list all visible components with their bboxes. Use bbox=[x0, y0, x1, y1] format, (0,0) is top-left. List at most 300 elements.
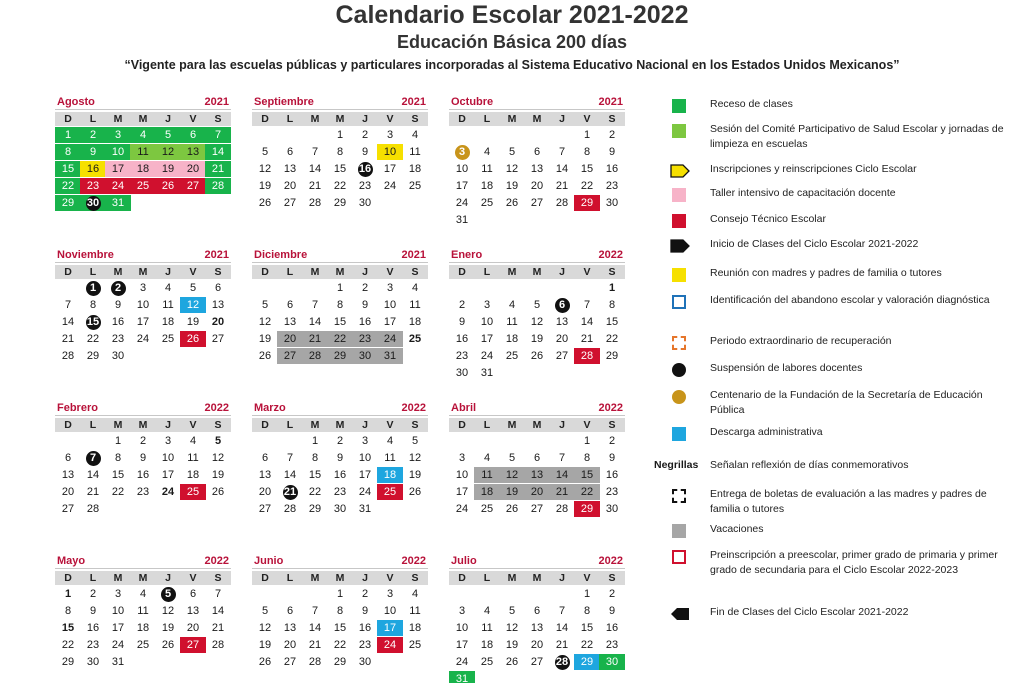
day-cell bbox=[352, 280, 378, 296]
weekday-label: V bbox=[386, 266, 394, 278]
day-cell bbox=[599, 348, 625, 364]
day-cell bbox=[205, 331, 231, 347]
day-cell bbox=[180, 127, 206, 143]
suspension-dot-icon: 2 bbox=[111, 281, 126, 296]
weekday-label: L bbox=[286, 113, 294, 125]
day-cell bbox=[352, 161, 378, 177]
day-number: 23 bbox=[455, 350, 469, 362]
day-number: 15 bbox=[333, 316, 347, 328]
month-year: 2022 bbox=[598, 402, 623, 414]
day-cell bbox=[130, 127, 156, 143]
day-number: 30 bbox=[455, 367, 469, 379]
day-number: 16 bbox=[605, 469, 619, 481]
day-number: 1 bbox=[64, 129, 72, 141]
day-cell bbox=[402, 433, 428, 449]
day-cell bbox=[130, 280, 156, 296]
recess-swatch bbox=[672, 99, 686, 113]
day-cell bbox=[155, 127, 181, 143]
day-number: 19 bbox=[505, 639, 519, 651]
day-cell bbox=[252, 501, 278, 517]
day-number: 17 bbox=[136, 316, 150, 328]
recovery-swatch bbox=[672, 336, 686, 350]
day-number: 20 bbox=[211, 316, 225, 328]
day-cell bbox=[277, 314, 303, 330]
day-cell bbox=[549, 450, 575, 466]
day-number: 24 bbox=[383, 180, 397, 192]
day-cell bbox=[105, 433, 131, 449]
month-enero bbox=[449, 249, 625, 379]
day-number: 22 bbox=[580, 180, 594, 192]
day-number: 11 bbox=[506, 316, 518, 328]
day-cell bbox=[80, 178, 106, 194]
weekday-label: D bbox=[261, 266, 269, 278]
weekday-label: M bbox=[507, 419, 517, 431]
day-number: 30 bbox=[358, 656, 372, 668]
day-number: 9 bbox=[361, 299, 369, 311]
day-number: 24 bbox=[136, 333, 150, 345]
legend-text: Consejo Técnico Escolar bbox=[710, 213, 826, 225]
day-grid bbox=[252, 127, 428, 229]
day-cell bbox=[599, 127, 625, 143]
training-swatch bbox=[672, 188, 686, 202]
day-cell bbox=[449, 671, 475, 683]
day-cell bbox=[277, 195, 303, 211]
day-number: 4 bbox=[189, 435, 197, 447]
weekday-label: D bbox=[458, 266, 466, 278]
day-number: 9 bbox=[89, 605, 97, 617]
day-number: 7 bbox=[558, 605, 566, 617]
day-number: 3 bbox=[386, 282, 394, 294]
day-number: 6 bbox=[533, 605, 541, 617]
day-number: 13 bbox=[530, 469, 544, 481]
day-number: 23 bbox=[358, 639, 372, 651]
day-number: 28 bbox=[555, 197, 569, 209]
day-cell bbox=[402, 280, 428, 296]
day-number: 21 bbox=[555, 486, 569, 498]
day-number: 1 bbox=[608, 282, 616, 294]
day-cell bbox=[130, 450, 156, 466]
day-number: 26 bbox=[530, 350, 544, 362]
weekday-label: M bbox=[335, 419, 345, 431]
day-cell bbox=[252, 603, 278, 619]
day-cell bbox=[377, 637, 403, 653]
day-cell bbox=[205, 178, 231, 194]
day-number: 26 bbox=[161, 180, 175, 192]
day-number: 9 bbox=[458, 316, 466, 328]
month-name: Diciembre bbox=[254, 249, 308, 261]
day-number: 16 bbox=[455, 333, 469, 345]
day-cell bbox=[549, 467, 575, 483]
day-cell bbox=[449, 654, 475, 670]
weekday-label: V bbox=[583, 419, 591, 431]
day-number: 13 bbox=[283, 622, 297, 634]
day-cell bbox=[352, 348, 378, 364]
day-number: 19 bbox=[258, 639, 272, 651]
month-name: Julio bbox=[451, 555, 477, 567]
day-cell bbox=[377, 603, 403, 619]
weekday-label: M bbox=[532, 419, 542, 431]
day-number: 25 bbox=[161, 333, 175, 345]
day-number: 26 bbox=[211, 486, 225, 498]
day-cell bbox=[499, 331, 525, 347]
day-cell bbox=[524, 467, 550, 483]
day-number: 17 bbox=[161, 469, 175, 481]
day-cell bbox=[377, 620, 403, 636]
centenary-dot-icon: 3 bbox=[455, 145, 470, 160]
day-number: 2 bbox=[608, 129, 616, 141]
suspension-dot-icon: 5 bbox=[161, 587, 176, 602]
weekday-label: L bbox=[89, 266, 97, 278]
day-cell bbox=[327, 127, 353, 143]
day-number: 31 bbox=[455, 673, 469, 683]
day-number: 7 bbox=[214, 588, 222, 600]
day-number: 14 bbox=[211, 605, 225, 617]
day-number: 4 bbox=[411, 588, 419, 600]
month-header bbox=[449, 555, 625, 569]
suspension-dot-icon: 21 bbox=[283, 486, 297, 498]
weekday-label: J bbox=[362, 266, 368, 278]
day-grid bbox=[449, 586, 625, 683]
day-cell bbox=[402, 637, 428, 653]
day-number: 20 bbox=[530, 639, 544, 651]
day-cell bbox=[252, 297, 278, 313]
day-cell bbox=[180, 450, 206, 466]
day-number: 22 bbox=[333, 639, 347, 651]
day-number: 16 bbox=[136, 469, 150, 481]
day-number: 30 bbox=[605, 197, 619, 209]
day-number: 25 bbox=[505, 350, 519, 362]
day-number: 24 bbox=[383, 639, 397, 651]
day-number: 19 bbox=[408, 469, 422, 481]
day-cell bbox=[105, 467, 131, 483]
day-cell bbox=[402, 620, 428, 636]
day-number: 16 bbox=[358, 622, 372, 634]
day-number: 1 bbox=[583, 588, 591, 600]
day-number: 10 bbox=[383, 299, 397, 311]
month-year: 2022 bbox=[204, 555, 229, 567]
weekday-label: M bbox=[507, 113, 517, 125]
day-cell bbox=[352, 297, 378, 313]
day-number: 3 bbox=[458, 605, 466, 617]
day-number: 18 bbox=[383, 469, 397, 481]
vacation-swatch bbox=[672, 524, 686, 538]
day-number: 2 bbox=[89, 588, 97, 600]
validity-note: “Vigente para las escuelas públicas y particulares incorporadas al Sistema Educativo Nacional en los Estados Unidos Mexicanos” bbox=[124, 58, 900, 72]
day-number: 16 bbox=[333, 469, 347, 481]
day-cell bbox=[55, 178, 81, 194]
day-cell bbox=[574, 501, 600, 517]
day-number: 19 bbox=[505, 180, 519, 192]
day-cell bbox=[524, 348, 550, 364]
weekday-label: S bbox=[214, 419, 222, 431]
day-number: 4 bbox=[483, 605, 491, 617]
day-cell bbox=[302, 144, 328, 160]
day-cell bbox=[449, 348, 475, 364]
day-cell bbox=[449, 365, 475, 381]
day-cell bbox=[205, 484, 231, 500]
weekday-label: D bbox=[64, 266, 72, 278]
day-cell bbox=[449, 450, 475, 466]
day-number: 17 bbox=[383, 316, 397, 328]
day-number: 2 bbox=[336, 435, 344, 447]
day-number: 4 bbox=[508, 299, 516, 311]
day-cell bbox=[574, 348, 600, 364]
day-cell bbox=[352, 603, 378, 619]
day-number: 12 bbox=[161, 146, 175, 158]
day-cell bbox=[574, 467, 600, 483]
day-cell bbox=[155, 178, 181, 194]
day-number: 9 bbox=[89, 146, 97, 158]
day-number: 26 bbox=[258, 656, 272, 668]
day-number: 25 bbox=[136, 639, 150, 651]
day-cell bbox=[549, 637, 575, 653]
weekday-label: D bbox=[458, 419, 466, 431]
day-cell bbox=[327, 314, 353, 330]
day-cell bbox=[599, 603, 625, 619]
day-number: 21 bbox=[211, 622, 225, 634]
weekday-label: L bbox=[483, 419, 491, 431]
day-cell bbox=[327, 637, 353, 653]
day-number: 27 bbox=[211, 333, 225, 345]
day-cell bbox=[302, 297, 328, 313]
weekday-header-row bbox=[449, 265, 625, 279]
day-number: 31 bbox=[480, 367, 494, 379]
day-number: 17 bbox=[111, 622, 125, 634]
day-cell bbox=[402, 484, 428, 500]
day-cell bbox=[105, 144, 131, 160]
weekday-label: S bbox=[608, 113, 616, 125]
day-number: 29 bbox=[61, 197, 75, 209]
day-number: 24 bbox=[455, 656, 469, 668]
day-cell bbox=[155, 467, 181, 483]
day-cell bbox=[252, 654, 278, 670]
day-number: 18 bbox=[136, 622, 150, 634]
day-number: 28 bbox=[61, 350, 75, 362]
day-number: 24 bbox=[383, 333, 397, 345]
day-cell bbox=[524, 603, 550, 619]
day-number: 29 bbox=[580, 197, 594, 209]
enrollment-flag-icon bbox=[670, 164, 690, 178]
day-cell bbox=[105, 484, 131, 500]
weekday-label: M bbox=[507, 266, 517, 278]
day-number: 26 bbox=[258, 350, 272, 362]
day-cell bbox=[277, 620, 303, 636]
day-cell bbox=[55, 195, 81, 211]
day-number: 29 bbox=[86, 350, 100, 362]
day-number: 10 bbox=[383, 146, 397, 158]
day-cell bbox=[155, 314, 181, 330]
day-number: 20 bbox=[186, 622, 200, 634]
day-number: 9 bbox=[608, 146, 616, 158]
day-number: 19 bbox=[161, 163, 175, 175]
weekday-label: D bbox=[261, 113, 269, 125]
day-cell bbox=[574, 620, 600, 636]
legend-text: Identificación del abandono escolar y valoración diagnóstica bbox=[710, 294, 990, 306]
day-number: 12 bbox=[505, 469, 519, 481]
legend-text: Periodo extraordinario de recuperación bbox=[710, 335, 892, 347]
day-number: 10 bbox=[455, 622, 469, 634]
day-number: 23 bbox=[358, 333, 372, 345]
day-cell bbox=[352, 467, 378, 483]
day-number: 15 bbox=[605, 316, 619, 328]
health-swatch bbox=[672, 124, 686, 138]
day-number: 29 bbox=[333, 197, 347, 209]
day-cell bbox=[130, 603, 156, 619]
day-cell bbox=[574, 484, 600, 500]
day-cell bbox=[549, 314, 575, 330]
weekday-header-row bbox=[449, 571, 625, 585]
day-number: 5 bbox=[508, 146, 516, 158]
day-number: 25 bbox=[408, 639, 422, 651]
month-febrero bbox=[55, 402, 231, 515]
day-number: 14 bbox=[580, 316, 594, 328]
day-number: 9 bbox=[139, 452, 147, 464]
day-number: 2 bbox=[139, 435, 147, 447]
day-cell bbox=[524, 297, 550, 313]
day-cell bbox=[80, 637, 106, 653]
month-header bbox=[252, 402, 428, 416]
day-number: 15 bbox=[580, 163, 594, 175]
month-name: Enero bbox=[451, 249, 483, 261]
day-cell bbox=[130, 144, 156, 160]
day-number: 7 bbox=[558, 146, 566, 158]
legend-text: Descarga administrativa bbox=[710, 426, 823, 438]
day-cell bbox=[55, 467, 81, 483]
day-number: 25 bbox=[408, 180, 422, 192]
weekday-label: S bbox=[214, 266, 222, 278]
day-cell bbox=[252, 161, 278, 177]
day-number: 2 bbox=[361, 129, 369, 141]
day-cell bbox=[105, 178, 131, 194]
day-number: 3 bbox=[139, 282, 147, 294]
day-cell bbox=[524, 331, 550, 347]
day-number: 19 bbox=[258, 180, 272, 192]
day-number: 7 bbox=[583, 299, 591, 311]
day-number: 29 bbox=[308, 503, 322, 515]
day-number: 18 bbox=[136, 163, 150, 175]
day-cell bbox=[499, 620, 525, 636]
day-cell bbox=[352, 450, 378, 466]
day-number: 26 bbox=[186, 333, 200, 345]
day-cell bbox=[499, 603, 525, 619]
day-cell bbox=[549, 501, 575, 517]
day-number: 8 bbox=[64, 605, 72, 617]
day-cell bbox=[130, 433, 156, 449]
month-junio bbox=[252, 555, 428, 668]
day-cell bbox=[105, 314, 131, 330]
day-number: 31 bbox=[455, 214, 469, 226]
day-number: 26 bbox=[505, 197, 519, 209]
day-cell bbox=[80, 161, 106, 177]
day-cell bbox=[499, 467, 525, 483]
day-number: 10 bbox=[111, 146, 125, 158]
day-number: 31 bbox=[383, 350, 397, 362]
legend-text: Preinscripción a preescolar, primer grado de primaria y primer grado de secundaria para el Ciclo Escolar 2022-2023 bbox=[710, 549, 998, 576]
day-cell bbox=[499, 161, 525, 177]
day-number: 1 bbox=[336, 588, 344, 600]
day-number: 15 bbox=[61, 163, 75, 175]
day-cell bbox=[327, 348, 353, 364]
day-cell bbox=[180, 586, 206, 602]
day-cell bbox=[402, 331, 428, 347]
day-grid bbox=[449, 433, 625, 535]
day-number: 12 bbox=[258, 316, 272, 328]
page-subtitle: Educación Básica 200 días bbox=[396, 32, 628, 52]
weekday-label: M bbox=[310, 266, 320, 278]
day-number: 19 bbox=[186, 316, 200, 328]
day-cell bbox=[599, 501, 625, 517]
day-cell bbox=[474, 195, 500, 211]
day-number: 30 bbox=[605, 656, 619, 668]
day-cell bbox=[55, 144, 81, 160]
day-number: 3 bbox=[483, 299, 491, 311]
month-julio bbox=[449, 555, 625, 683]
day-number: 13 bbox=[555, 316, 569, 328]
day-number: 18 bbox=[505, 333, 519, 345]
day-number: 11 bbox=[409, 605, 421, 617]
day-number: 15 bbox=[580, 622, 594, 634]
weekday-label: V bbox=[386, 419, 394, 431]
day-number: 8 bbox=[583, 146, 591, 158]
day-cell bbox=[449, 314, 475, 330]
day-number: 30 bbox=[358, 197, 372, 209]
day-cell bbox=[302, 484, 328, 500]
day-number: 8 bbox=[336, 605, 344, 617]
day-number: 26 bbox=[505, 656, 519, 668]
day-number: 4 bbox=[483, 452, 491, 464]
day-number: 27 bbox=[530, 197, 544, 209]
day-cell bbox=[105, 637, 131, 653]
month-year: 2022 bbox=[598, 555, 623, 567]
month-header bbox=[55, 555, 231, 569]
weekday-label: L bbox=[89, 572, 97, 584]
day-number: 17 bbox=[383, 622, 397, 634]
day-number: 5 bbox=[261, 299, 269, 311]
day-cell bbox=[327, 654, 353, 670]
weekday-label: V bbox=[386, 113, 394, 125]
day-cell bbox=[449, 144, 475, 160]
weekday-label: J bbox=[165, 419, 171, 431]
day-cell bbox=[574, 586, 600, 602]
day-number: 22 bbox=[111, 486, 125, 498]
day-number: 19 bbox=[211, 469, 225, 481]
day-cell bbox=[377, 280, 403, 296]
day-cell bbox=[352, 331, 378, 347]
day-cell bbox=[402, 144, 428, 160]
day-cell bbox=[474, 620, 500, 636]
day-cell bbox=[302, 654, 328, 670]
day-cell bbox=[327, 161, 353, 177]
month-year: 2022 bbox=[401, 402, 426, 414]
day-cell bbox=[252, 637, 278, 653]
day-cell bbox=[130, 586, 156, 602]
day-cell bbox=[80, 348, 106, 364]
weekday-label: S bbox=[214, 572, 222, 584]
day-cell bbox=[402, 161, 428, 177]
day-number: 7 bbox=[311, 605, 319, 617]
day-cell bbox=[327, 484, 353, 500]
weekday-label: M bbox=[113, 113, 123, 125]
day-cell bbox=[449, 331, 475, 347]
day-cell bbox=[474, 484, 500, 500]
day-cell bbox=[549, 603, 575, 619]
day-number: 14 bbox=[308, 316, 322, 328]
suspension-dot-icon: 30 bbox=[86, 197, 100, 209]
day-cell bbox=[205, 127, 231, 143]
day-cell bbox=[474, 450, 500, 466]
weekday-label: M bbox=[138, 419, 148, 431]
day-number: 8 bbox=[583, 605, 591, 617]
